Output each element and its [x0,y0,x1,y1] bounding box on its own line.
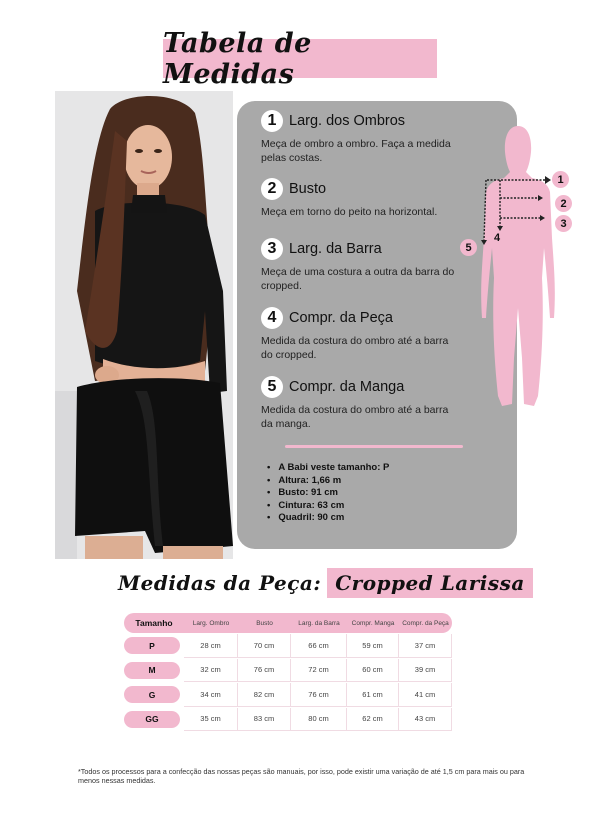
model-stat-height: • Altura: 1,66 m [267,475,389,488]
table-cell: 41 cm [399,683,452,707]
table-cell: 61 cm [347,683,399,707]
table-cell: 66 cm [291,634,347,658]
product-heading [118,568,533,598]
callout-1: 1 [552,171,569,188]
model-stat-bust: • Busto: 91 cm [267,487,389,500]
measurement-description: Meça de ombro a ombro. Faça a medida pelas costas. [261,138,451,164]
table-cell: 76 cm [238,659,291,683]
measurement-item-garment-length [261,307,461,362]
table-cell: 39 cm [399,659,452,683]
table-cell: 28 cm [184,634,238,658]
measurement-title: Compr. da Peça [289,310,393,326]
measurement-title: Larg. dos Ombros [289,113,406,129]
divider [285,445,463,448]
table-cell: 32 cm [184,659,238,683]
model-illustration [55,91,233,559]
table-cell: 43 cm [399,708,452,732]
number-badge: 5 [261,376,283,398]
table-row-g [124,683,452,707]
table-row-p [124,634,452,658]
body-measurement-diagram [460,118,590,410]
table-cell: 83 cm [238,708,291,732]
number-badge: 4 [261,307,283,329]
table-cell: 60 cm [347,659,399,683]
header-shoulder-width: Larg. Ombro [192,619,230,627]
callout-3: 3 [555,215,572,232]
header-garment-length: Compr. da Peça [402,619,449,627]
number-badge: 2 [261,178,283,200]
page-title: Tabela de Medidas [163,27,312,90]
size-label: G [124,686,180,703]
page-title-banner [163,27,437,90]
table-cell: 82 cm [238,683,291,707]
model-stats-list [267,462,389,525]
measurement-description: Medida da costura do ombro até a barra do cropped. [261,335,449,361]
product-label: Medidas da Peça: [118,571,322,595]
table-cell: 37 cm [399,634,452,658]
header-size: Tamanho [135,617,173,628]
number-badge: 1 [261,110,283,132]
callout-4: 4 [494,232,501,244]
callout-5: 5 [460,239,477,256]
table-row-m [124,659,452,683]
table-cell: 80 cm [291,708,347,732]
table-cell: 35 cm [184,708,238,732]
measurement-item-hem-width [261,238,461,293]
measurement-description: Medida da costura do ombro até a barra da manga. [261,404,449,430]
measurement-item-bust [261,178,461,219]
table-cell: 76 cm [291,683,347,707]
measurement-description: Meça em torno do peito na horizontal. [261,206,438,218]
size-table [124,613,452,731]
measurement-title: Larg. da Barra [289,241,382,257]
measurement-title: Compr. da Manga [289,379,405,395]
measurement-description: Meça de uma costura a outra da barra do cropped. [261,266,455,292]
table-cell: 59 cm [347,634,399,658]
table-cell: 34 cm [184,683,238,707]
size-label: GG [124,711,180,728]
table-cell: 62 cm [347,708,399,732]
header-bust: Busto [256,619,273,627]
model-stat-waist: • Cintura: 63 cm [267,500,389,513]
size-label: M [124,662,180,679]
disclaimer-footnote: *Todos os processos para a confecção das nossas peças são manuais, por isso, pode existir uma variação de até 1,5 cm para mais ou para menos nessas medidas. [78,767,525,785]
size-table-header [124,613,452,633]
product-name: Cropped Larissa [327,568,533,598]
table-cell: 70 cm [238,634,291,658]
model-stat-hips: • Quadril: 90 cm [267,512,389,525]
measurement-item-shoulder-width [261,110,461,165]
header-sleeve-length: Compr. Manga [351,619,395,627]
model-stat-size: • A Babi veste tamanho: P [267,462,389,475]
size-label: P [124,637,180,654]
body-silhouette-icon [460,118,590,410]
table-row-gg [124,708,452,732]
measurement-item-sleeve-length [261,376,461,431]
measurement-title: Busto [289,181,327,197]
table-cell: 72 cm [291,659,347,683]
number-badge: 3 [261,238,283,260]
header-hem-width: Larg. da Barra [298,619,340,627]
model-photo [55,91,233,559]
callout-2: 2 [555,195,572,212]
